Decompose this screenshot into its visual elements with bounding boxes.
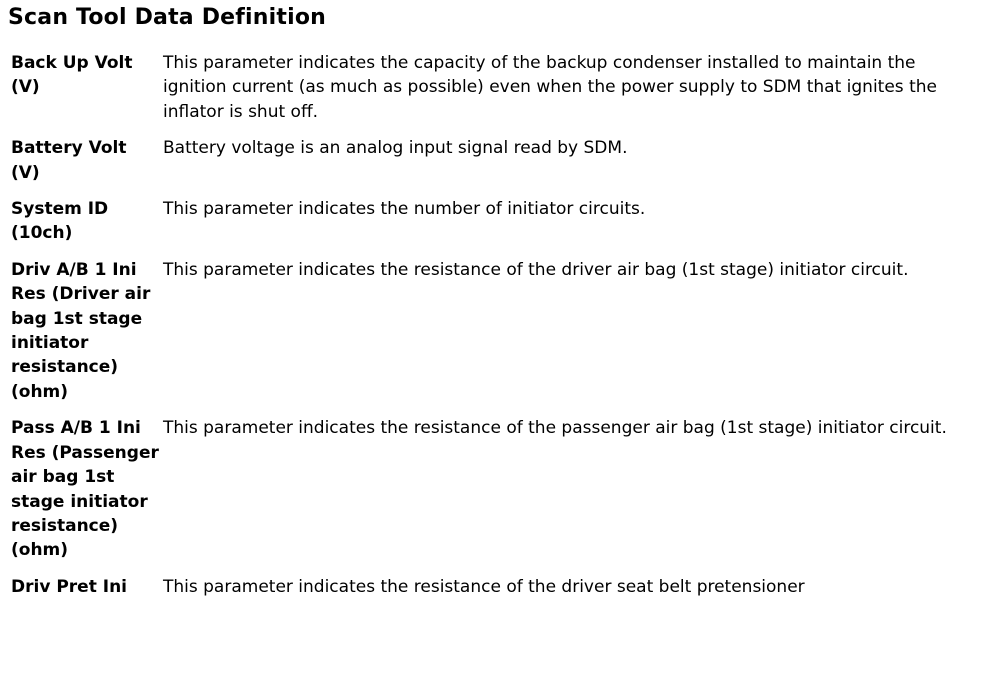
definition-row-driver-pretensioner (11, 575, 981, 611)
term-cell: Pass A/B 1 Ini Res (Passenger air bag 1st stage initiator resistance) (ohm) (11, 418, 159, 561)
term-cell: Driv A/B 1 Ini Res (Driver air bag 1st stage initiator resistance) (ohm) (11, 259, 151, 402)
term-cell: System ID (10ch) (11, 199, 109, 244)
document-page (8, 4, 984, 611)
definition-cell: This parameter indicates the resistance of the passenger air bag (1st stage) initiator circuit. (163, 418, 947, 439)
term-cell: Battery Volt (V) (11, 138, 127, 183)
definition-row-passenger-airbag-resistance (11, 416, 981, 574)
definition-row-driver-airbag-resistance (11, 258, 981, 416)
definition-cell: This parameter indicates the number of initiator circuits. (163, 199, 646, 220)
term-cell: Driv Pret Ini (11, 576, 127, 597)
definition-cell: This parameter indicates the capacity of the backup condenser installed to maintain the ignition current (as much as possible) even when the power supply to SDM that ignites the inflator is shut off. (163, 53, 937, 122)
term-cell: Back Up Volt (V) (11, 53, 133, 98)
definition-cell: This parameter indicates the resistance of the driver air bag (1st stage) initiator circuit. (163, 259, 909, 280)
definition-row-system-id (11, 197, 981, 258)
definition-table (11, 51, 981, 611)
definition-cell: This parameter indicates the resistance of the driver seat belt pretensioner (163, 576, 805, 597)
definition-cell: Battery voltage is an analog input signal read by SDM. (163, 138, 628, 159)
page-title: Scan Tool Data Definition (8, 5, 327, 30)
definition-row-battery-volt (11, 136, 981, 197)
definition-row-back-up-volt (11, 51, 981, 136)
